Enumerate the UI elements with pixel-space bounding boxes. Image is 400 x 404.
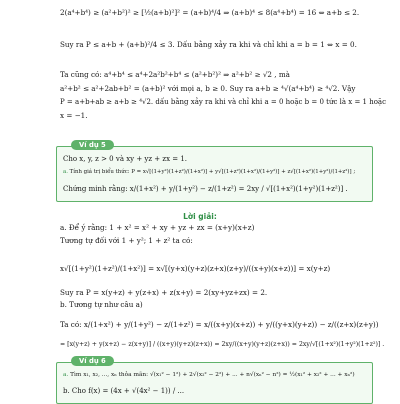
text-line: P = a+b+ab ≥ a+b ≥ ⁴√2. dấu bằng xảy ra khi và chỉ khi a = 0 hoặc b = 0 tức là x = 1 hoặc (60, 98, 387, 106)
solution-line: x√[(1+y²)(1+z²)/(1+x²)] = x√[(y+x)(y+z)(z+x)(z+y)/((x+y)(x+z))] = x(y+z) (60, 264, 331, 273)
part-text: Tìm x₁, x₂, ..., xₙ thỏa mãn: √(x₁² − 1²) + 2√(x₂² − 2²) + ... + n√(xₙ² − n²) = ½(x₁² + x₂² + ... + xₙ²) (70, 372, 355, 378)
problem-part-b (63, 185, 348, 194)
text-line: 2(a⁴+b⁴) ≥ (a²+b²)² ≥ [½(a+b)²]² = (a+b)⁴/4 ⇒ (a+b)⁴ ≤ 8(a⁴+b⁴) = 16 ⇔ a+b ≤ 2. (60, 8, 360, 17)
part-label: a. (63, 372, 69, 378)
text-line: Suy ra P ≤ a+b + (a+b)²/4 ≤ 3. Dấu bằng xảy ra khi và chỉ khi a = b = 1 ⇔ x = 0. (60, 40, 357, 49)
solution-line: b. Tương tự như câu a) (60, 300, 143, 309)
solution-heading: Lời giải: (183, 212, 217, 221)
example-box (56, 357, 373, 404)
part-label: a. (63, 169, 68, 175)
example-tab: Ví dụ 6 (71, 356, 114, 366)
text-line: a²+b² ≤ a²+2ab+b² = (a+b)² với mọi a, b ≥ 0. Suy ra a+b ≥ ⁴√(a⁴+b⁴) ≥ ⁴√2. Vậy (60, 84, 356, 93)
solution-line: Tương tự đối với 1 + y²; 1 + z² ta có: (60, 236, 193, 245)
problem-part-a (63, 168, 355, 177)
problem-part-a (63, 371, 355, 380)
solution-line: a. Để ý rằng: 1 + x² = x² + xy + yz + zx = (x+y)(x+z) (60, 223, 255, 232)
solution-line: Ta có: x/(1+x²) + y/(1+y²) − z/(1+z²) = x/((x+y)(x+z)) + y/((y+x)(y+z)) − z/((z+x)(z+y)) (60, 320, 379, 329)
text-line: x = −1. (60, 111, 88, 120)
example-tab: Ví dụ 5 (71, 140, 114, 150)
problem-intro: Cho x, y, z > 0 và xy + yz + zx = 1. (63, 155, 188, 163)
part-text: Chứng minh rằng: x/(1+x²) + y/(1+y²) − z/(1+z²) = 2xy / √[(1+x²)(1+y²)(1+z²)] . (63, 185, 348, 193)
example-box (56, 141, 373, 202)
solution-line: Suy ra P = x(y+z) + y(z+x) + z(x+y) = 2(xy+yz+zx) = 2. (60, 288, 268, 297)
part-text: Tính giá trị biểu thức: P = x√[(1+y²)(1+z²)/(1+x²)] + y√[(1+z²)(1+x²)/(1+y²)] + z√[(1+x²)(1+y²)/(1+z²)] ; (69, 169, 356, 175)
solution-line: = [x(y+z) + y(x+z) − z(x+y)] / ((x+y)(y+z)(z+x)) = 2xy/((x+y)(y+z)(z+x)) = 2xy/√[(1+x²)(1+y²)(1+z²)] . (60, 341, 385, 348)
problem-part-b: b. Cho f(x) = (4x + √(4x² − 1)) / ... (63, 387, 185, 395)
text-line: Ta cũng có: a⁴+b⁴ ≤ a⁴+2a²b²+b⁴ ≤ (a²+b²)² ⇒ a²+b² ≥ √2 , mà (60, 70, 290, 79)
